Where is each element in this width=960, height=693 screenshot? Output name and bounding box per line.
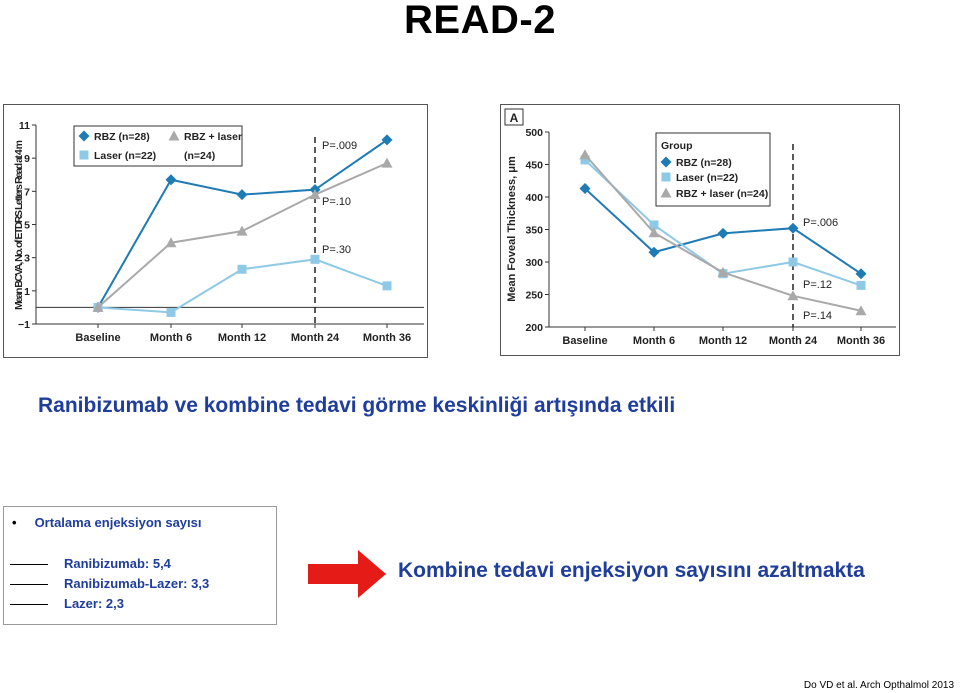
y-tick-label: 400 xyxy=(525,192,543,204)
p-value-annotation: P=.12 xyxy=(803,279,833,291)
y-tick-label: 5 xyxy=(24,219,30,232)
injection-item-text: Ranibizumab-Lazer: 3,3 xyxy=(64,576,210,591)
data-point-square xyxy=(383,281,392,290)
y-tick-label: 450 xyxy=(525,159,543,172)
y-tick-label: −1 xyxy=(18,319,30,331)
y-tick-label: 11 xyxy=(18,120,30,132)
y-tick-label: 500 xyxy=(525,127,543,139)
data-point-triangle xyxy=(580,149,591,159)
data-point-triangle xyxy=(237,226,248,236)
series-combo xyxy=(93,158,393,312)
x-tick-label: Month 6 xyxy=(149,332,193,344)
legend-label: RBZ + laser xyxy=(184,131,243,143)
data-point-square xyxy=(80,151,89,160)
data-point-square xyxy=(311,255,320,264)
dash-icon xyxy=(10,604,48,605)
legend-label: Laser (n=22) xyxy=(94,150,157,162)
citation: Do VD et al. Arch Opthalmol 2013 xyxy=(803,680,954,691)
page-title: READ-2 xyxy=(404,0,556,42)
injection-item xyxy=(64,556,171,571)
finding-heading: Ranibizumab ve kombine tedavi görme keskinliği artışında etkili xyxy=(38,394,676,417)
legend-label: RBZ (n=28) xyxy=(94,131,150,143)
dash-icon xyxy=(10,584,48,585)
data-point-square xyxy=(238,265,247,274)
data-point-diamond xyxy=(166,174,177,185)
conclusion-text: Kombine tedavi enjeksiyon sayısını azaltmakta xyxy=(398,559,865,582)
panel-label: A xyxy=(509,111,519,125)
foveal-thickness-chart-svg xyxy=(501,105,899,355)
y-tick-label: 1 xyxy=(24,285,30,298)
p-value-annotation: P=.009 xyxy=(322,140,358,152)
right-arrow-icon xyxy=(308,550,388,598)
data-point-diamond xyxy=(856,268,867,279)
injection-item xyxy=(64,576,209,591)
y-tick-label: 3 xyxy=(24,252,30,265)
x-tick-label: Month 36 xyxy=(836,335,886,347)
data-point-triangle xyxy=(382,158,393,168)
y-tick-label: 250 xyxy=(525,289,543,302)
bcva-chart-svg xyxy=(4,105,427,357)
x-tick-label: Month 36 xyxy=(362,332,412,344)
p-value-annotation: P=.30 xyxy=(322,244,352,256)
x-tick-label: Month 24 xyxy=(290,332,340,344)
y-axis-label: Mean Foveal Thickness, μm xyxy=(506,156,518,302)
dash-icon xyxy=(10,564,48,565)
legend-title: Group xyxy=(661,140,693,152)
data-point-square xyxy=(662,173,671,182)
injection-item xyxy=(64,596,124,611)
y-tick-label: 300 xyxy=(525,257,543,269)
y-tick-label: 9 xyxy=(24,153,30,166)
data-point-square xyxy=(167,308,176,317)
legend-label: (n=24) xyxy=(184,150,216,162)
y-tick-label: 200 xyxy=(525,322,543,334)
y-tick-label: 350 xyxy=(525,224,543,237)
data-point-diamond xyxy=(788,223,799,234)
p-value-annotation: P=.10 xyxy=(322,196,352,208)
x-tick-label: Baseline xyxy=(562,335,608,347)
data-point-square xyxy=(857,281,866,290)
foveal-thickness-chart xyxy=(500,104,900,356)
x-tick-label: Baseline xyxy=(75,332,121,344)
injection-count-box xyxy=(3,506,277,625)
injection-count-bullet xyxy=(12,515,202,530)
bullet-dot-icon: • xyxy=(12,515,17,530)
injection-count-label: Ortalama enjeksiyon sayısı xyxy=(34,515,202,530)
legend-label: RBZ (n=28) xyxy=(676,157,732,169)
p-value-annotation: P=.14 xyxy=(803,310,833,322)
y-axis-label: Mean BCVA, No. of ETDRS Letters Read at 4 m xyxy=(13,140,25,310)
data-point-diamond xyxy=(237,189,248,200)
p-value-annotation: P=.006 xyxy=(803,217,839,229)
x-tick-label: Month 12 xyxy=(217,332,267,344)
x-tick-label: Month 12 xyxy=(698,335,748,347)
data-point-diamond xyxy=(718,228,729,239)
injection-item-text: Lazer: 2,3 xyxy=(64,596,124,611)
data-point-square xyxy=(789,258,798,267)
legend-label: RBZ + laser (n=24) xyxy=(676,188,769,200)
y-tick-label: 7 xyxy=(24,186,30,199)
bcva-chart xyxy=(3,104,428,358)
legend-label: Laser (n=22) xyxy=(676,172,739,184)
x-tick-label: Month 24 xyxy=(768,335,818,347)
injection-item-text: Ranibizumab: 5,4 xyxy=(64,556,171,571)
x-tick-label: Month 6 xyxy=(632,335,676,347)
